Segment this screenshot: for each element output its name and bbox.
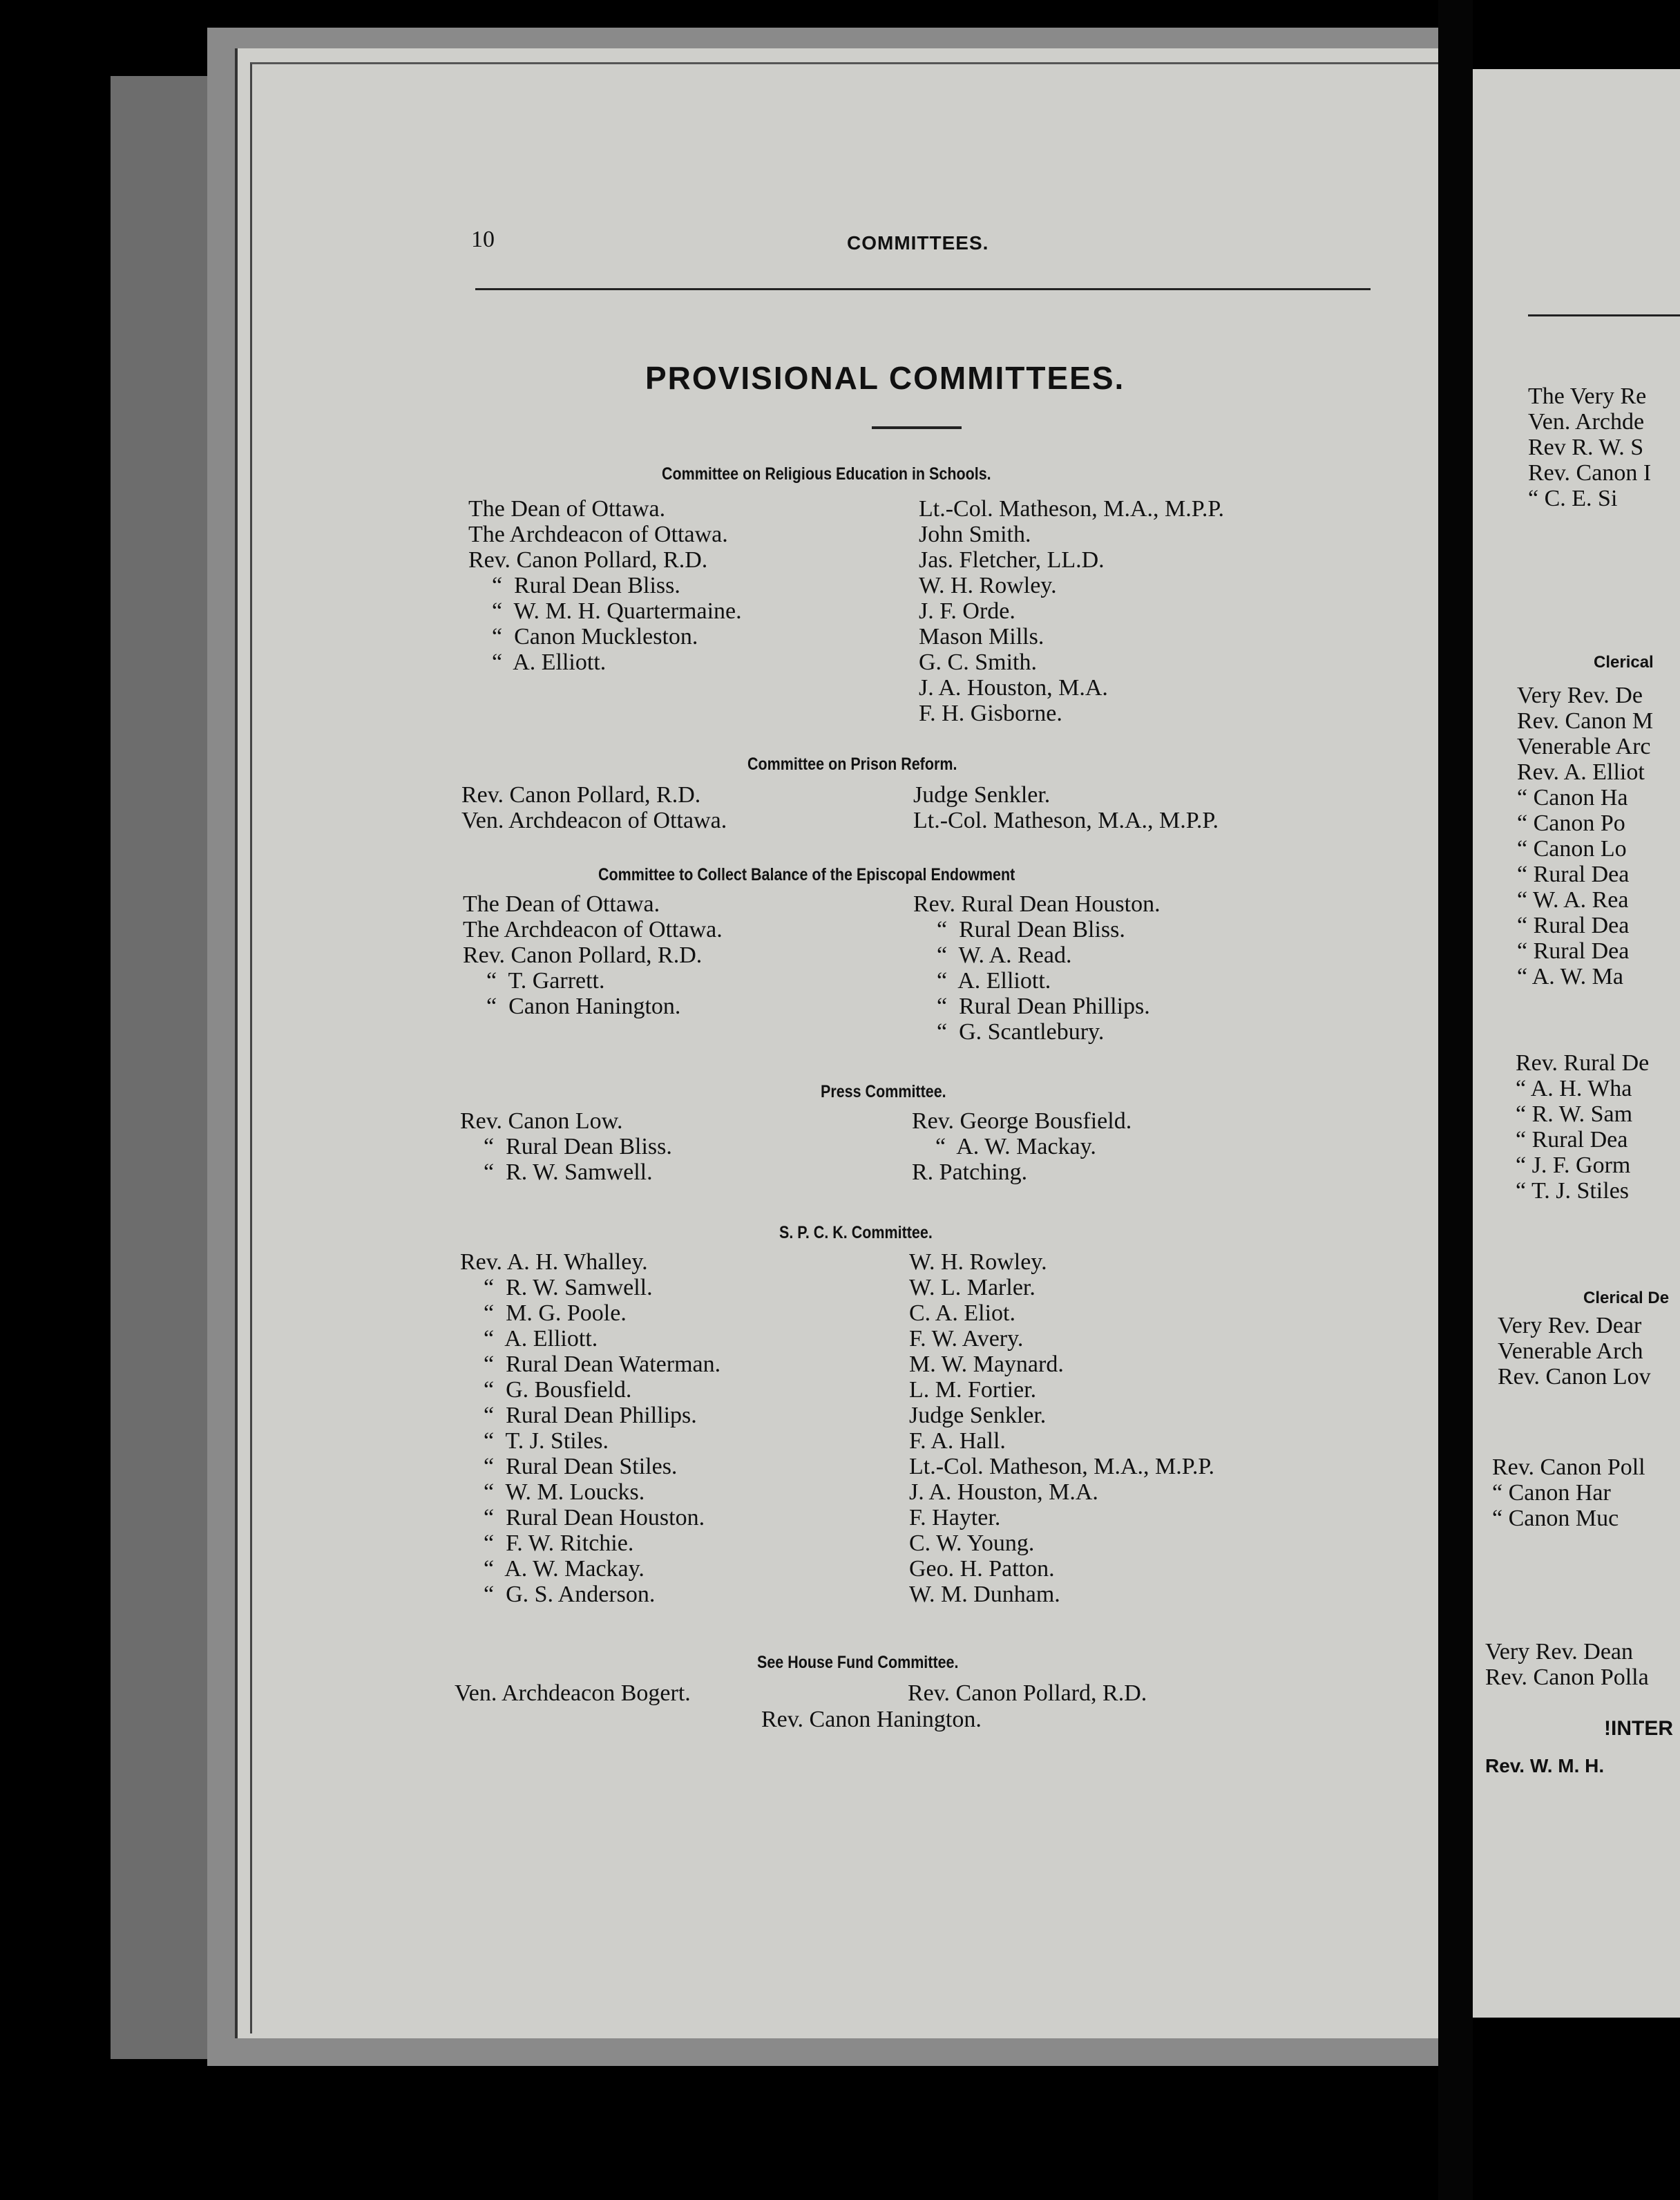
member-name: “ R. W. Samwell. (460, 1159, 653, 1185)
member-name: “ G. S. Anderson. (460, 1582, 656, 1607)
facing-page-line: “ Canon Har (1492, 1480, 1611, 1506)
member-name: W. H. Rowley. (909, 1249, 1047, 1275)
member-name: “ A. W. Mackay. (912, 1134, 1096, 1159)
facing-page-line: Very Rev. Dean (1485, 1639, 1633, 1665)
facing-page-line: Rev. A. Elliot (1517, 759, 1645, 785)
member-name: “ Rural Dean Houston. (460, 1505, 705, 1530)
member-name: “ Canon Hanington. (463, 994, 681, 1019)
running-head: COMMITTEES. (847, 232, 989, 254)
member-name: Rev. Rural Dean Houston. (913, 891, 1161, 917)
member-name: R. Patching. (912, 1159, 1028, 1185)
member-name: C. W. Young. (909, 1530, 1035, 1556)
member-name: Geo. H. Patton. (909, 1556, 1055, 1582)
member-name: Judge Senkler. (909, 1403, 1047, 1428)
page-title: PROVISIONAL COMMITTEES. (645, 360, 1125, 396)
member-name: J. A. Houston, M.A. (919, 675, 1108, 701)
facing-page-line: Rev. Rural De (1516, 1050, 1650, 1076)
member-name: Rev. Canon Low. (460, 1108, 623, 1134)
member-name-centered: Rev. Canon Hanington. (761, 1707, 982, 1732)
member-name: “ Rural Dean Phillips. (460, 1403, 697, 1428)
facing-page-line: “ W. A. Rea (1517, 887, 1629, 913)
member-name: “ W. M. Loucks. (460, 1479, 645, 1505)
member-name: “ F. W. Ritchie. (460, 1530, 634, 1556)
member-name: “ M. G. Poole. (460, 1300, 627, 1326)
member-name: “ W. M. H. Quartermaine. (468, 598, 742, 624)
member-name: “ Rural Dean Bliss. (460, 1134, 672, 1159)
member-name: “ R. W. Samwell. (460, 1275, 653, 1300)
member-name: “ W. A. Read. (913, 942, 1072, 968)
member-name: Jas. Fletcher, LL.D. (919, 547, 1105, 573)
facing-page-line: Very Rev. Dear (1498, 1313, 1642, 1338)
member-name: M. W. Maynard. (909, 1352, 1064, 1377)
section-right-column (913, 782, 1219, 833)
member-name: “ G. Scantlebury. (913, 1019, 1105, 1045)
section-heading: Press Committee. (821, 1082, 946, 1101)
facing-page-line: “ J. F. Gorm (1516, 1153, 1631, 1178)
member-name: “ A. W. Mackay. (460, 1556, 645, 1582)
member-name: W. M. Dunham. (909, 1582, 1060, 1607)
member-name: C. A. Eliot. (909, 1300, 1015, 1326)
facing-page-line: Very Rev. De (1517, 683, 1643, 708)
member-name: “ Rural Dean Bliss. (913, 917, 1125, 942)
member-name: Rev. Canon Pollard, R.D. (908, 1680, 1147, 1706)
facing-page-line: Rev R. W. S (1528, 435, 1644, 460)
section-heading: See House Fund Committee. (757, 1653, 959, 1672)
facing-page-line: Rev. Canon Poll (1492, 1454, 1645, 1480)
facing-page-line: “ Rural Dea (1516, 1127, 1628, 1153)
member-name: “ A. Elliott. (913, 968, 1051, 994)
member-name: Rev. A. H. Whalley. (460, 1249, 648, 1275)
section-right-column (913, 891, 1161, 1045)
facing-page-line: The Very Re (1528, 383, 1647, 409)
member-name: “ Rural Dean Bliss. (468, 573, 680, 598)
section-left-column (463, 891, 723, 1019)
facing-page-line: “ Canon Ha (1517, 785, 1628, 810)
member-name: F. Hayter. (909, 1505, 1001, 1530)
facing-page-line: “ Rural Dea (1517, 938, 1630, 964)
member-name: The Archdeacon of Ottawa. (463, 917, 723, 942)
title-rule (872, 426, 962, 429)
facing-page-line: Rev. Canon Polla (1485, 1665, 1649, 1690)
facing-page-heading-clerical: Clerical (1594, 653, 1654, 672)
member-name: F. W. Avery. (909, 1326, 1024, 1352)
facing-page-line: “ Rural Dea (1517, 862, 1630, 887)
member-name: “ Rural Dean Waterman. (460, 1352, 721, 1377)
member-name: F. A. Hall. (909, 1428, 1006, 1454)
member-name: Mason Mills. (919, 624, 1044, 649)
facing-page-line: Venerable Arc (1517, 734, 1651, 759)
member-name: Ven. Archdeacon Bogert. (455, 1680, 691, 1706)
page-number: 10 (471, 227, 495, 252)
member-name: “ Canon Muckleston. (468, 624, 698, 649)
member-name: W. L. Marler. (909, 1275, 1035, 1300)
member-name: The Dean of Ottawa. (463, 891, 660, 917)
member-name: J. F. Orde. (919, 598, 1015, 624)
member-name: “ T. J. Stiles. (460, 1428, 609, 1454)
member-name: “ T. Garrett. (463, 968, 605, 994)
member-name: L. M. Fortier. (909, 1377, 1037, 1403)
member-name: Rev. Canon Pollard, R.D. (468, 547, 708, 573)
member-name: John Smith. (919, 522, 1031, 547)
book-spine (1438, 0, 1473, 2200)
facing-page-heading-clerical-de: Clerical De (1583, 1289, 1670, 1307)
facing-page-line: Venerable Arch (1498, 1338, 1643, 1364)
facing-page-heading-inter: !INTER (1604, 1717, 1673, 1740)
section-heading: Committee to Collect Balance of the Episcopal Endowment (598, 865, 1015, 884)
facing-page-line: “ A. W. Ma (1517, 964, 1623, 989)
member-name: Lt.-Col. Matheson, M.A., M.P.P. (913, 808, 1219, 833)
member-name: Ven. Archdeacon of Ottawa. (461, 808, 727, 833)
section-left-column (460, 1249, 720, 1607)
header-rule (475, 288, 1371, 290)
section-heading: Committee on Prison Reform. (747, 755, 957, 774)
facing-page-rule (1528, 314, 1680, 316)
facing-page-line: Rev. Canon I (1528, 460, 1652, 486)
section-right-column (908, 1680, 1147, 1706)
member-name: F. H. Gisborne. (919, 701, 1062, 726)
page-frame (250, 62, 1440, 2033)
member-name: J. A. Houston, M.A. (909, 1479, 1098, 1505)
member-name: Rev. George Bousfield. (912, 1108, 1132, 1134)
member-name: G. C. Smith. (919, 649, 1037, 675)
member-name: “ A. Elliott. (468, 649, 607, 675)
section-right-column (912, 1108, 1132, 1185)
member-name: Lt.-Col. Matheson, M.A., M.P.P. (909, 1454, 1215, 1479)
member-name: Rev. Canon Pollard, R.D. (463, 942, 703, 968)
member-name: Rev. Canon Pollard, R.D. (461, 782, 701, 808)
facing-page-line: “ T. J. Stiles (1516, 1178, 1630, 1204)
member-name: The Dean of Ottawa. (468, 496, 666, 522)
facing-page-line: “ C. E. Si (1528, 486, 1618, 511)
section-left-column (455, 1680, 691, 1706)
member-name: “ A. Elliott. (460, 1326, 598, 1352)
facing-page-line: Rev. Canon Lov (1498, 1364, 1651, 1390)
member-name: “ Rural Dean Stiles. (460, 1454, 678, 1479)
section-left-column (460, 1108, 672, 1185)
member-name: W. H. Rowley. (919, 573, 1057, 598)
member-name: “ G. Bousfield. (460, 1377, 632, 1403)
section-left-column (468, 496, 742, 675)
section-heading: S. P. C. K. Committee. (779, 1223, 933, 1242)
section-left-column (461, 782, 727, 833)
facing-page-line: Ven. Archde (1528, 409, 1645, 435)
facing-page-last-line: Rev. W. M. H. (1485, 1755, 1605, 1776)
member-name: Judge Senkler. (913, 782, 1051, 808)
facing-page (1473, 69, 1680, 2018)
facing-page-line: Rev. Canon M (1517, 708, 1654, 734)
member-name: Lt.-Col. Matheson, M.A., M.P.P. (919, 496, 1225, 522)
member-name: The Archdeacon of Ottawa. (468, 522, 728, 547)
facing-page-line: “ A. H. Wha (1516, 1076, 1632, 1101)
section-right-column (909, 1249, 1214, 1607)
facing-page-line: “ Canon Lo (1517, 836, 1627, 862)
facing-page-line: “ Canon Muc (1492, 1506, 1619, 1531)
facing-page-line: “ Rural Dea (1517, 913, 1630, 938)
facing-page-line: “ R. W. Sam (1516, 1101, 1633, 1127)
section-heading: Committee on Religious Education in Schools. (662, 464, 991, 484)
facing-page-line: “ Canon Po (1517, 810, 1625, 836)
section-right-column (919, 496, 1224, 726)
member-name: “ Rural Dean Phillips. (913, 994, 1150, 1019)
